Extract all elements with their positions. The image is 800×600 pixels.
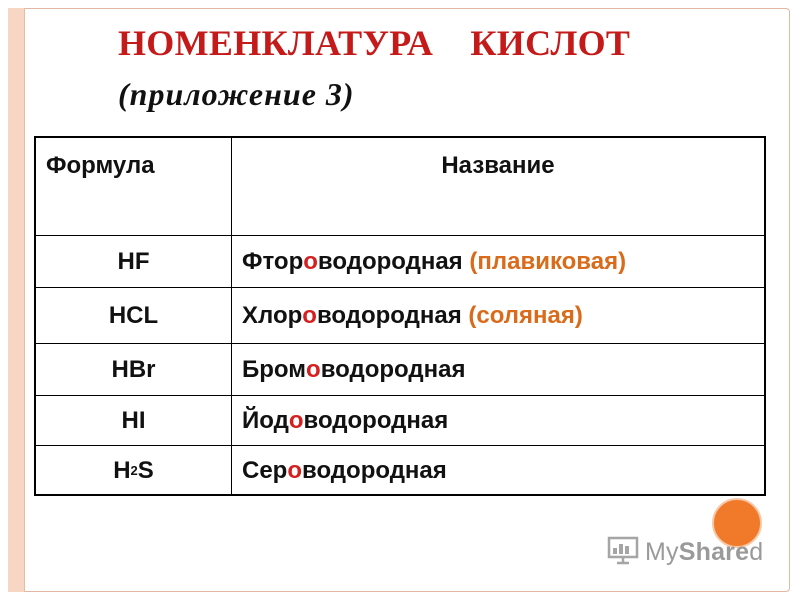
name-cell xyxy=(242,236,754,288)
watermark-text: MyShared xyxy=(645,537,764,566)
connecting-vowel: о xyxy=(302,302,317,329)
name-part: водородная xyxy=(302,456,447,484)
table-row xyxy=(36,343,764,396)
formula-tail: S xyxy=(137,456,154,484)
name-part: Сер xyxy=(242,456,288,484)
watermark-logo xyxy=(607,535,763,569)
left-decor-strip xyxy=(8,8,25,592)
formula-cell: HI xyxy=(121,407,146,434)
formula-cell: HBr xyxy=(111,356,156,383)
table-header-row xyxy=(36,138,764,235)
trivial-name: (плавиковая) xyxy=(469,248,627,275)
name-cell xyxy=(242,288,754,344)
header-formula: Формула xyxy=(46,152,155,179)
name-part: Хлор xyxy=(242,302,303,329)
formula-cell: HCL xyxy=(108,302,159,329)
name-cell xyxy=(242,396,754,446)
connecting-vowel: о xyxy=(287,456,303,484)
name-cell xyxy=(242,446,754,495)
formula-main: H xyxy=(113,456,131,484)
trivial-name: (соляная) xyxy=(468,302,583,329)
formula-subscript: 2 xyxy=(130,463,138,478)
name-part: Фтор xyxy=(242,248,304,275)
connecting-vowel: о xyxy=(306,356,321,383)
formula-cell xyxy=(36,446,231,495)
table-row xyxy=(36,395,764,446)
column-divider xyxy=(231,138,232,494)
name-part: Йод xyxy=(242,407,289,434)
presentation-board-icon xyxy=(607,535,639,570)
name-part: водородная xyxy=(316,302,462,329)
slide-subtitle: (приложение 3) xyxy=(118,76,355,112)
table-row xyxy=(36,445,764,495)
slide-title: НОМЕНКЛАТУРА КИСЛОТ xyxy=(118,23,631,63)
table-row xyxy=(36,287,764,344)
connecting-vowel: о xyxy=(303,248,318,275)
name-part: Бром xyxy=(242,356,307,383)
name-cell xyxy=(242,344,754,396)
header-name: Название xyxy=(441,152,555,179)
formula-cell: HF xyxy=(117,248,150,275)
name-part: водородная xyxy=(317,248,463,275)
table-row xyxy=(36,235,764,288)
name-part: водородная xyxy=(320,356,466,383)
connecting-vowel: о xyxy=(288,407,304,434)
acids-table xyxy=(34,136,766,496)
name-part: водородная xyxy=(303,407,449,434)
